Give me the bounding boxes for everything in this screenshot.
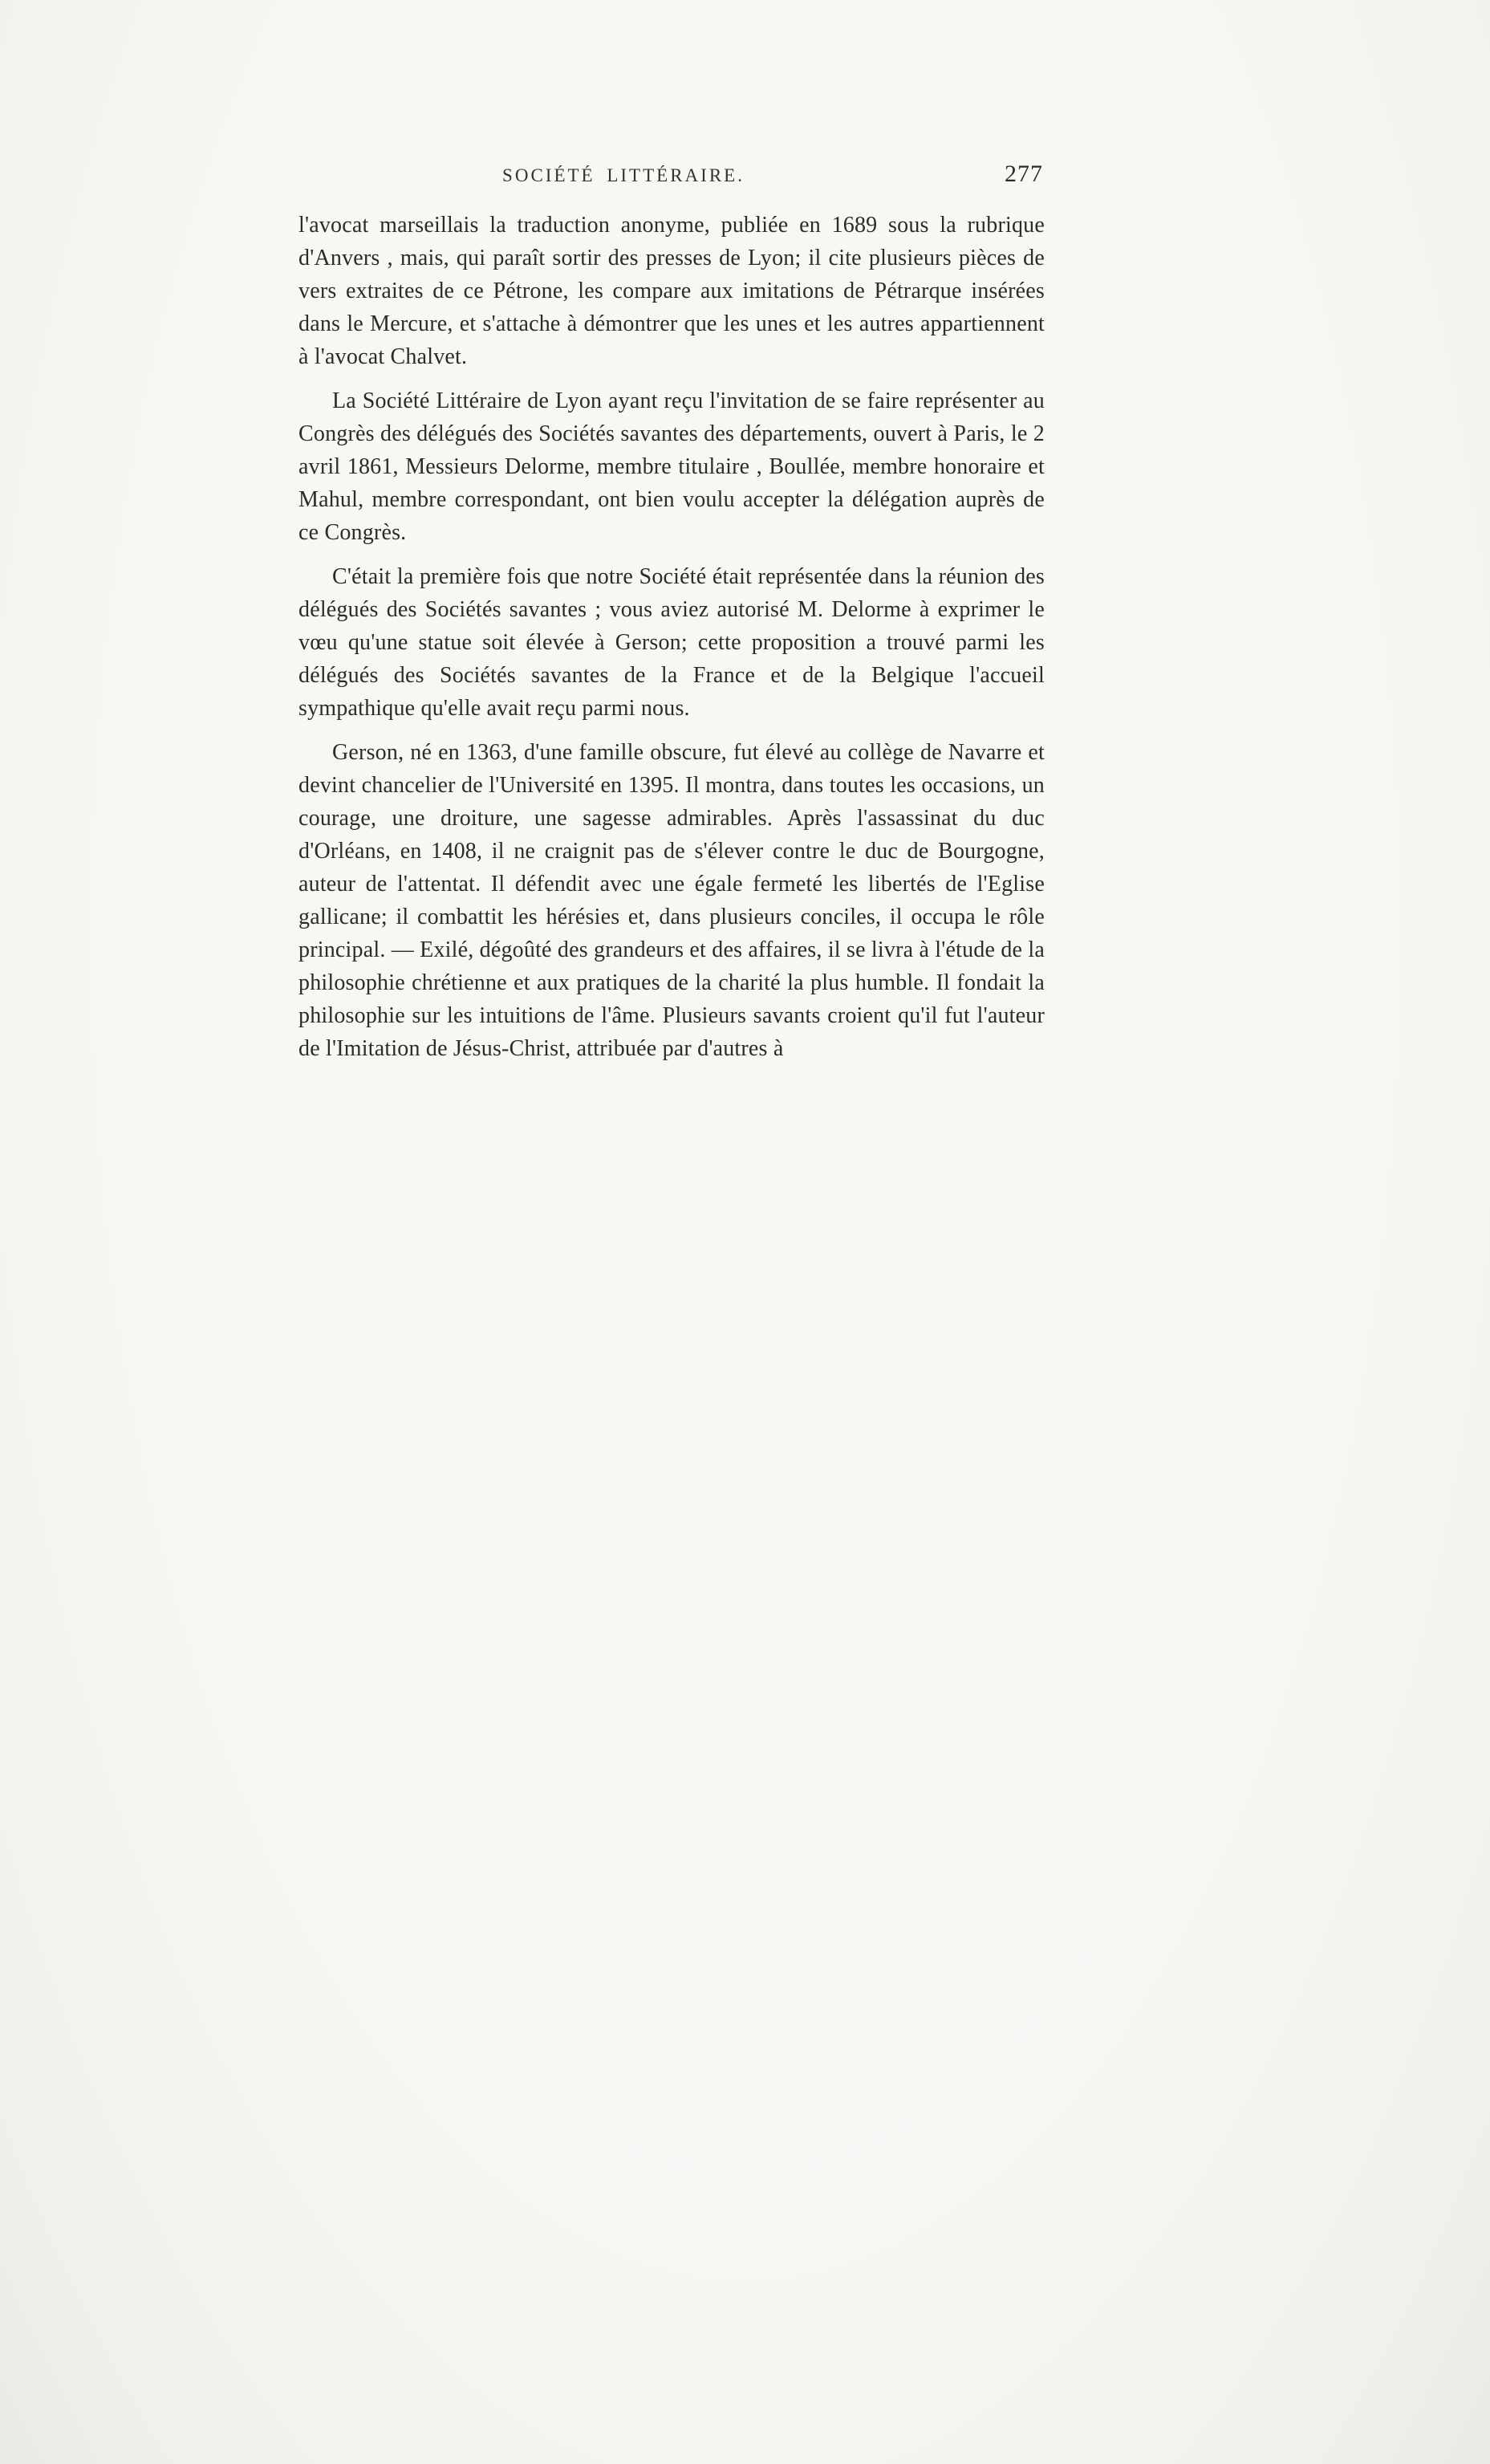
page-number: 277 (1005, 161, 1043, 187)
page-header (298, 161, 1045, 197)
text-block (298, 161, 1045, 1076)
paragraph: C'était la première fois que notre Société était représentée dans la réunion des délégués des Sociétés savantes ; vous aviez autorisé M. Delorme à exprimer le vœu qu'une statue soit élevée à Gerson; cette proposition a trouvé parmi les délégués des Sociétés savantes de la France et de la Belgique l'accueil sympathique qu'elle avait reçu parmi nous. (298, 564, 1045, 721)
paragraph: La Société Littéraire de Lyon ayant reçu l'invitation de se faire représenter au Congrès des délégués des Sociétés savantes des départements, ouvert à Paris, le 2 avril 1861, Messieurs Delorme, membre titulaire , Boullée, membre honoraire et Mahul, membre correspondant, ont bien voulu accepter la délégation auprès de ce Congrès. (298, 388, 1045, 545)
running-title: SOCIÉTÉ LITTÉRAIRE. (502, 165, 745, 185)
paragraph: Gerson, né en 1363, d'une famille obscure, fut élevé au collège de Navarre et devint chancelier de l'Université en 1395. Il montra, dans toutes les occasions, un courage, une droiture, une sagesse admirables. Après l'assassinat du duc d'Orléans, en 1408, il ne craignit pas de s'élever contre le duc de Bourgogne, auteur de l'attentat. Il défendit avec une égale fermeté les libertés de l'Eglise gallicane; il combattit les hérésies et, dans plusieurs conciles, il occupa le rôle principal. — Exilé, dégoûté des grandeurs et des affaires, il se livra à l'étude de la philosophie chrétienne et aux pratiques de la charité la plus humble. Il fondait la philosophie sur les intuitions de l'âme. Plusieurs savants croient qu'il fut l'auteur de l'Imitation de Jésus-Christ, attribuée par d'autres à (298, 740, 1045, 1061)
paragraph: l'avocat marseillais la traduction anonyme, publiée en 1689 sous la rubrique d'Anvers , mais, qui paraît sortir des presses de Lyon; il cite plusieurs pièces de vers extraites de ce Pétrone, les compare aux imitations de Pétrarque insérées dans le Mercure, et s'attache à démontrer que les unes et les autres appartiennent à l'avocat Chalvet. (298, 213, 1045, 369)
